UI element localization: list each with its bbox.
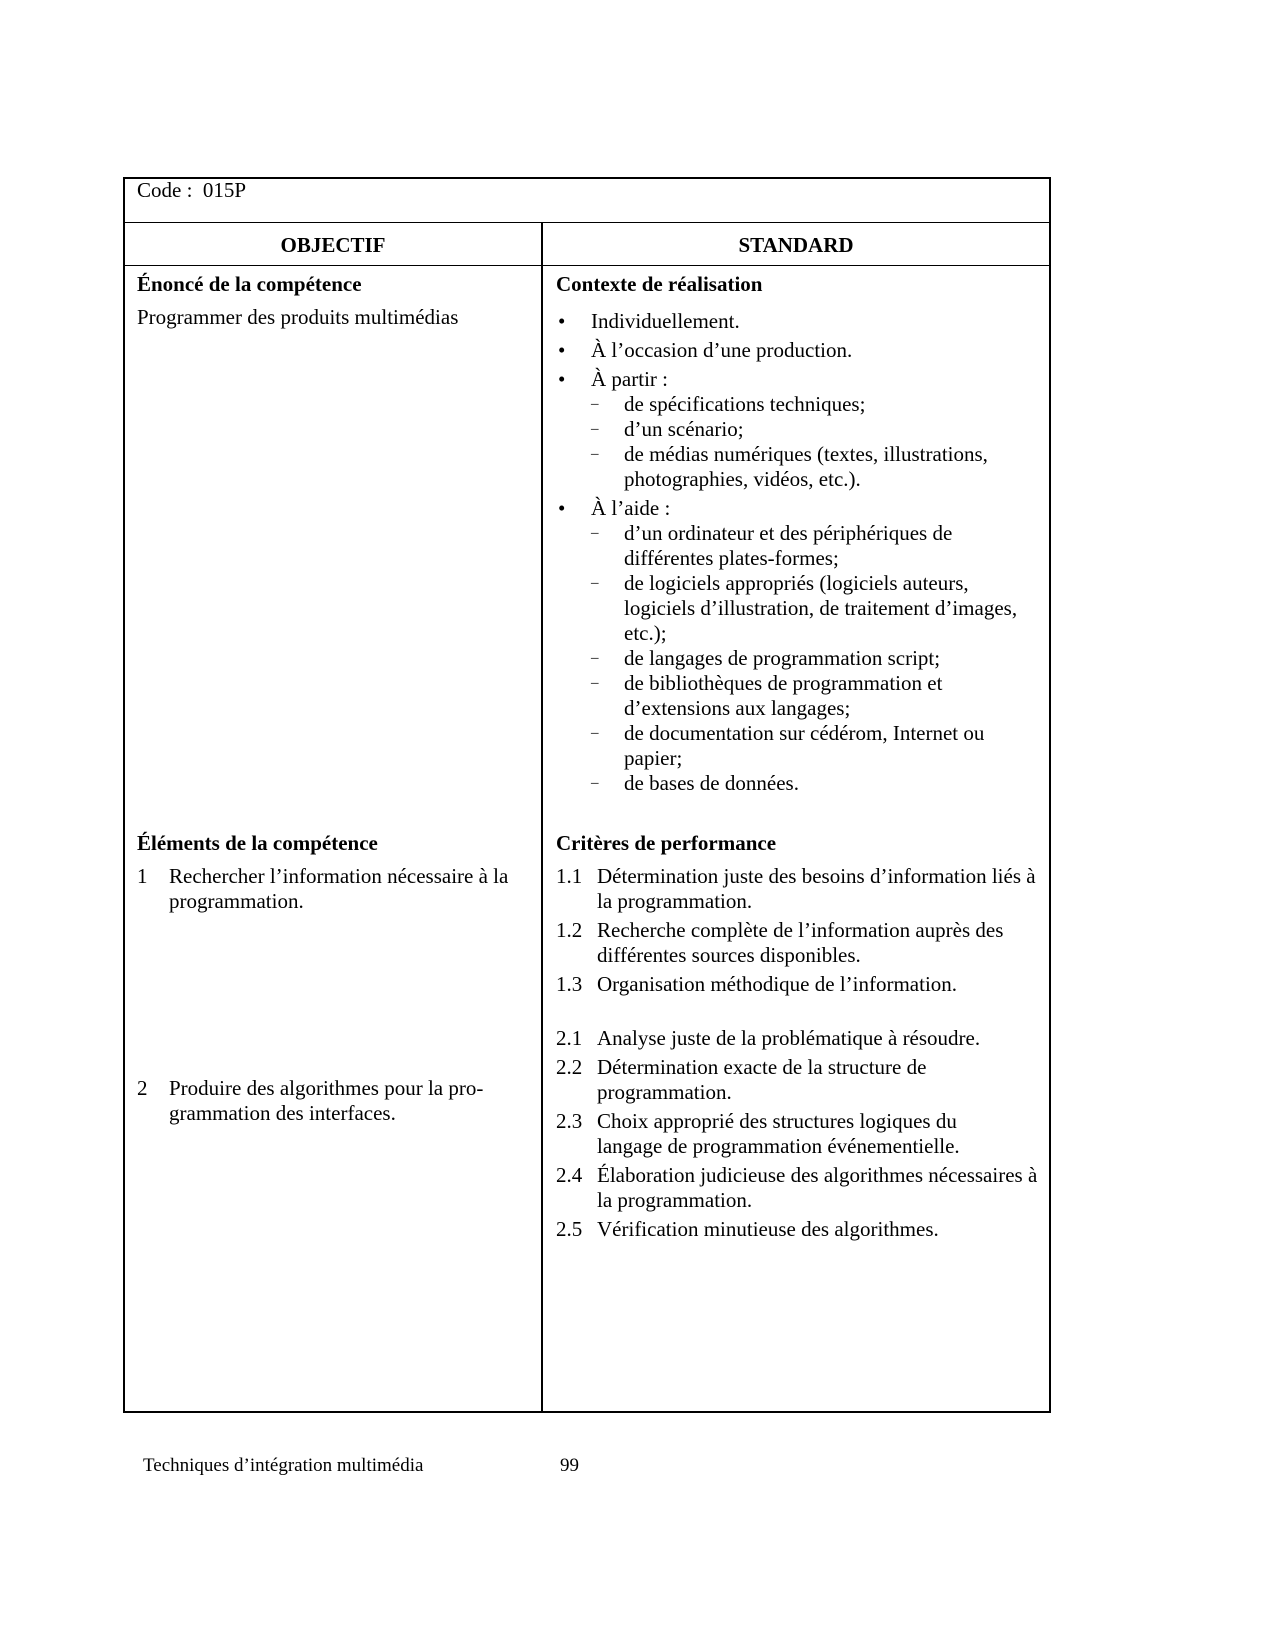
sub-item: – d’un ordinateur et des périphériques de différentes plates-formes; <box>591 521 953 570</box>
table-border-top <box>123 177 1051 179</box>
bullet-icon: • <box>558 338 566 362</box>
page-number: 99 <box>560 1455 579 1476</box>
contexte-title: Contexte de réalisation <box>556 272 763 296</box>
criteres-title: Critères de performance <box>556 831 777 855</box>
bullet-icon: • <box>558 309 566 333</box>
element-item <box>137 864 561 914</box>
code-cell <box>137 178 246 203</box>
element-text: Rechercher l’information nécessaire à la programmation. <box>169 864 509 913</box>
critere-item: 2.4 Élaboration judicieuse des algorithmes nécessaires à la programmation. <box>556 1163 1038 1212</box>
critere-item: 1.2 Recherche complète de l’information auprès des différentes sources disponibles. <box>556 918 1004 967</box>
critere-item: 1.1 Détermination juste des besoins d’information liés à la programmation. <box>556 864 1036 913</box>
sub-item: – de langages de programmation script; <box>591 646 941 670</box>
sub-item: – d’un scénario; <box>591 417 744 441</box>
dash-icon: – <box>591 725 599 741</box>
critere-item: 2.3 Choix approprié des structures logiques du langage de programmation événementielle. <box>556 1109 960 1158</box>
enonce-text: Programmer des produits multimédias <box>137 305 459 329</box>
critere-item: 2.2 Détermination exacte de la structure de programmation. <box>556 1055 927 1104</box>
column-divider <box>541 222 543 1412</box>
contexte-item: • À l’occasion d’une production. <box>558 338 853 362</box>
table-border-left <box>123 177 125 1413</box>
criteres-group-1 <box>556 864 1041 1001</box>
sub-item: – de bibliothèques de programmation et d’extensions aux langages; <box>591 671 943 720</box>
dash-icon: – <box>591 421 599 437</box>
table-border-right <box>1049 177 1051 1413</box>
header-standard: STANDARD <box>738 233 854 257</box>
bullet-icon: • <box>558 367 566 391</box>
code-value: 015P <box>202 178 247 202</box>
code-label: Code : <box>137 178 193 202</box>
critere-item: 1.3 Organisation méthodique de l’information. <box>556 972 958 996</box>
contexte-item: • À l’aide : – d’un ordinateur et des périphériques de différentes plates-formes; – de logiciels appropriés (logiciels auteurs, logiciels d’illustration, de traitement d’images, etc.); – de langages de programmation script; – de bibliothèques de programmation et d’extensions aux langages; – de documentation sur cédérom, Internet ou papier; – de bases de données. <box>556 496 1026 796</box>
row-divider-header <box>123 265 1051 266</box>
element-number: 1 <box>137 864 148 888</box>
dash-icon: – <box>591 525 599 541</box>
elements-title: Éléments de la compétence <box>137 831 378 855</box>
sub-item: – de logiciels appropriés (logiciels auteurs, logiciels d’illustration, de traitement d’images, etc.); <box>591 571 1018 645</box>
contexte-list <box>556 309 1026 800</box>
dash-icon: – <box>591 775 599 791</box>
critere-item: 2.1 Analyse juste de la problématique à résoudre. <box>556 1026 981 1050</box>
enonce-title: Énoncé de la compétence <box>137 272 362 296</box>
dash-icon: – <box>591 650 599 666</box>
dash-icon: – <box>591 446 599 462</box>
table-border-bottom <box>123 1411 1051 1413</box>
bullet-icon: • <box>558 496 566 520</box>
element-number: 2 <box>137 1076 148 1100</box>
contexte-item: • À partir : – de spécifications techniques; – d’un scénario; – de médias numériques (textes, illustrations, photographies, vidéos, etc.). <box>556 367 1026 492</box>
sub-item: – de bases de données. <box>591 771 799 795</box>
sub-item: – de spécifications techniques; <box>591 392 866 416</box>
row-divider-code <box>123 222 1051 223</box>
criteres-group-2 <box>556 1026 1041 1246</box>
header-objectif: OBJECTIF <box>280 233 386 257</box>
element-text: Produire des algorithmes pour la pro-grammation des interfaces. <box>169 1076 484 1125</box>
element-item <box>137 1076 539 1126</box>
dash-icon: – <box>591 675 599 691</box>
sub-item: – de médias numériques (textes, illustrations, photographies, vidéos, etc.). <box>591 442 988 491</box>
dash-icon: – <box>591 575 599 591</box>
sub-item: – de documentation sur cédérom, Internet ou papier; <box>591 721 985 770</box>
contexte-item: • Individuellement. <box>558 309 740 333</box>
dash-icon: – <box>591 396 599 412</box>
critere-item: 2.5 Vérification minutieuse des algorithmes. <box>556 1217 939 1241</box>
footer-title: Techniques d’intégration multimédia <box>143 1455 424 1476</box>
